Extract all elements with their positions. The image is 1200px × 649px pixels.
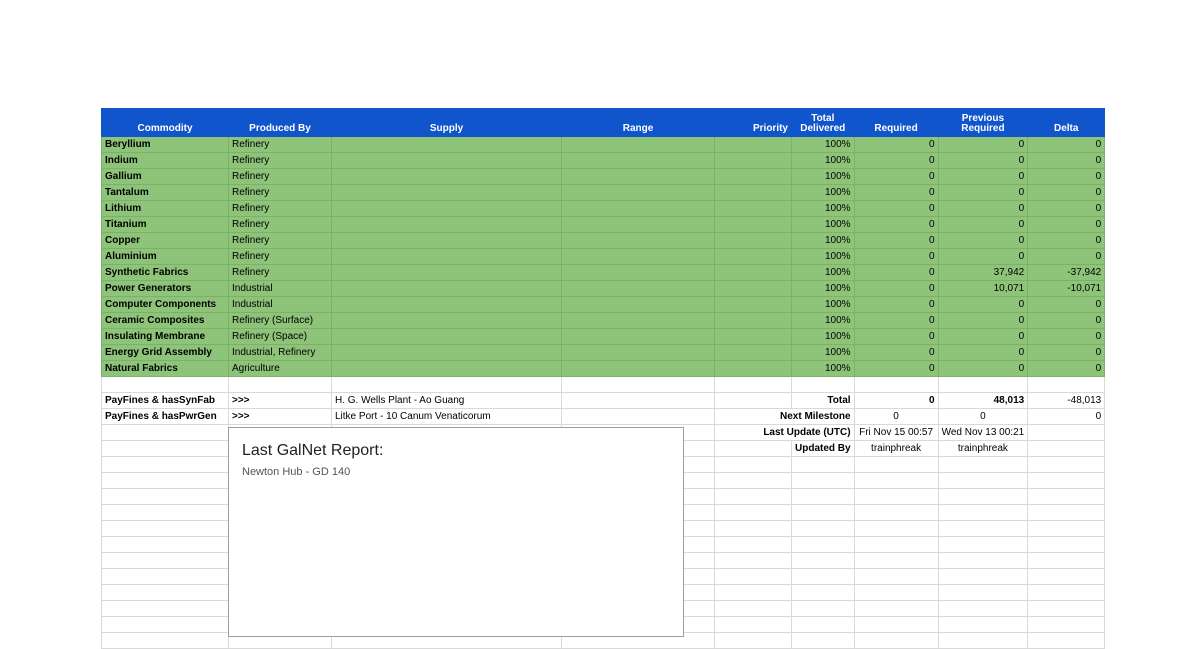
empty-cell[interactable] <box>102 521 229 537</box>
empty-cell[interactable] <box>715 537 792 553</box>
supply-cell[interactable] <box>332 185 562 201</box>
previous-required-cell[interactable]: 0 <box>938 169 1028 185</box>
produced-by-cell[interactable]: Refinery <box>229 153 332 169</box>
header-row <box>102 109 1105 137</box>
priority-cell[interactable] <box>715 153 792 169</box>
payfines-label[interactable]: PayFines & hasPwrGen <box>102 409 229 425</box>
required-cell[interactable]: 0 <box>854 297 938 313</box>
required-cell[interactable]: 0 <box>854 361 938 377</box>
empty-cell[interactable] <box>102 601 229 617</box>
total-delivered-cell[interactable]: 100% <box>792 297 855 313</box>
delta-cell[interactable]: 0 <box>1028 169 1105 185</box>
range-cell[interactable] <box>562 185 715 201</box>
commodity-row <box>102 233 1105 249</box>
delta-cell[interactable]: 0 <box>1028 345 1105 361</box>
milestone-delta[interactable]: 0 <box>1028 409 1105 425</box>
empty-cell[interactable] <box>938 473 1028 489</box>
commodity-cell[interactable]: Gallium <box>102 169 229 185</box>
empty-cell[interactable] <box>1028 505 1105 521</box>
empty-cell[interactable] <box>102 553 229 569</box>
commodity-row <box>102 217 1105 233</box>
delta-cell[interactable]: -10,071 <box>1028 281 1105 297</box>
commodity-row <box>102 201 1105 217</box>
total-delivered-cell[interactable]: 100% <box>792 137 855 153</box>
galnet-title: Last GalNet Report: <box>242 442 384 459</box>
empty-cell[interactable] <box>792 585 855 601</box>
empty-cell[interactable] <box>715 521 792 537</box>
required-cell[interactable]: 0 <box>854 265 938 281</box>
required-cell[interactable]: 0 <box>854 185 938 201</box>
delta-cell[interactable]: 0 <box>1028 201 1105 217</box>
payfines-row <box>102 409 1105 425</box>
required-cell[interactable]: 0 <box>854 201 938 217</box>
produced-by-cell[interactable]: Refinery <box>229 233 332 249</box>
empty-cell[interactable] <box>102 489 229 505</box>
payfines-row <box>102 393 1105 409</box>
empty-cell[interactable] <box>938 457 1028 473</box>
empty-cell[interactable] <box>102 569 229 585</box>
total-delivered-cell[interactable]: 100% <box>792 361 855 377</box>
required-cell[interactable]: 0 <box>854 249 938 265</box>
previous-required-cell[interactable]: 37,942 <box>938 265 1028 281</box>
empty-cell[interactable] <box>1028 601 1105 617</box>
supply-cell[interactable] <box>332 329 562 345</box>
delta-cell[interactable]: 0 <box>1028 185 1105 201</box>
delta-cell[interactable]: 0 <box>1028 361 1105 377</box>
empty-cell[interactable] <box>792 617 855 633</box>
commodity-cell[interactable]: Beryllium <box>102 137 229 153</box>
total-previous[interactable]: 48,013 <box>938 393 1028 409</box>
updated-by-previous[interactable]: trainphreak <box>938 441 1028 457</box>
galnet-subtitle: Newton Hub - GD 140 <box>242 466 351 478</box>
empty-cell[interactable] <box>715 553 792 569</box>
empty-cell[interactable] <box>715 569 792 585</box>
priority-cell[interactable] <box>715 185 792 201</box>
empty-cell[interactable] <box>854 569 938 585</box>
required-cell[interactable]: 0 <box>854 137 938 153</box>
col-header-total-delivered[interactable]: Total Delivered <box>792 109 855 137</box>
total-delivered-cell[interactable]: 100% <box>792 329 855 345</box>
empty-cell[interactable] <box>792 505 855 521</box>
empty-cell[interactable] <box>715 457 792 473</box>
previous-required-cell[interactable]: 0 <box>938 345 1028 361</box>
produced-by-cell[interactable]: Refinery (Surface) <box>229 313 332 329</box>
commodity-cell[interactable]: Lithium <box>102 201 229 217</box>
updated-by-current[interactable]: trainphreak <box>854 441 938 457</box>
commodity-cell[interactable]: Indium <box>102 153 229 169</box>
empty-cell[interactable] <box>1028 473 1105 489</box>
priority-cell[interactable] <box>715 313 792 329</box>
milestone-label[interactable]: Next Milestone <box>715 409 855 425</box>
commodity-cell[interactable]: Power Generators <box>102 281 229 297</box>
required-cell[interactable]: 0 <box>854 345 938 361</box>
empty-cell[interactable] <box>715 585 792 601</box>
col-header-supply[interactable]: Supply <box>332 109 562 137</box>
empty-cell[interactable] <box>715 489 792 505</box>
produced-by-cell[interactable]: Industrial, Refinery <box>229 345 332 361</box>
produced-by-cell[interactable]: Industrial <box>229 281 332 297</box>
previous-required-cell[interactable]: 0 <box>938 313 1028 329</box>
delta-cell[interactable]: 0 <box>1028 137 1105 153</box>
empty-cell[interactable] <box>1028 585 1105 601</box>
last-update-previous[interactable]: Wed Nov 13 00:21 <box>938 425 1028 441</box>
empty-cell[interactable] <box>854 457 938 473</box>
empty-cell[interactable] <box>792 553 855 569</box>
priority-cell[interactable] <box>715 265 792 281</box>
commodity-row <box>102 153 1105 169</box>
commodity-cell[interactable]: Computer Components <box>102 297 229 313</box>
commodity-rows <box>102 137 1105 377</box>
empty-cell[interactable] <box>938 617 1028 633</box>
supply-cell[interactable] <box>332 137 562 153</box>
col-header-commodity[interactable]: Commodity <box>102 109 229 137</box>
empty-cell[interactable] <box>1028 457 1105 473</box>
range-cell[interactable] <box>562 201 715 217</box>
commodity-row <box>102 297 1105 313</box>
empty-cell[interactable] <box>715 601 792 617</box>
commodity-cell[interactable]: Titanium <box>102 217 229 233</box>
payfines-location[interactable]: Litke Port - 10 Canum Venaticorum <box>332 409 562 425</box>
range-cell[interactable] <box>562 137 715 153</box>
supply-cell[interactable] <box>332 249 562 265</box>
range-cell[interactable] <box>562 233 715 249</box>
total-delivered-cell[interactable]: 100% <box>792 313 855 329</box>
previous-required-cell[interactable]: 0 <box>938 185 1028 201</box>
total-delivered-cell[interactable]: 100% <box>792 169 855 185</box>
empty-cell[interactable] <box>854 473 938 489</box>
required-cell[interactable]: 0 <box>854 233 938 249</box>
delta-cell[interactable]: 0 <box>1028 153 1105 169</box>
priority-cell[interactable] <box>715 361 792 377</box>
supply-cell[interactable] <box>332 233 562 249</box>
commodity-row <box>102 361 1105 377</box>
previous-required-cell[interactable]: 0 <box>938 233 1028 249</box>
required-cell[interactable]: 0 <box>854 313 938 329</box>
priority-cell[interactable] <box>715 201 792 217</box>
delta-cell[interactable]: -37,942 <box>1028 265 1105 281</box>
previous-required-cell[interactable]: 0 <box>938 137 1028 153</box>
range-cell[interactable] <box>562 281 715 297</box>
produced-by-cell[interactable]: Refinery <box>229 249 332 265</box>
empty-cell[interactable] <box>938 633 1028 649</box>
priority-cell[interactable] <box>715 329 792 345</box>
produced-by-cell[interactable]: Refinery <box>229 217 332 233</box>
delta-cell[interactable]: 0 <box>1028 233 1105 249</box>
produced-by-cell[interactable]: Industrial <box>229 297 332 313</box>
empty-cell[interactable] <box>102 457 229 473</box>
empty-cell[interactable] <box>1028 537 1105 553</box>
empty-cell[interactable] <box>854 505 938 521</box>
col-header-produced-by[interactable]: Produced By <box>229 109 332 137</box>
range-cell[interactable] <box>562 265 715 281</box>
empty-cell[interactable] <box>938 569 1028 585</box>
empty-cell[interactable] <box>792 473 855 489</box>
produced-by-cell[interactable]: Refinery (Space) <box>229 329 332 345</box>
priority-cell[interactable] <box>715 297 792 313</box>
col-header-previous-required[interactable]: Previous Required <box>938 109 1028 137</box>
range-cell[interactable] <box>562 297 715 313</box>
required-cell[interactable]: 0 <box>854 169 938 185</box>
produced-by-cell[interactable]: Refinery <box>229 185 332 201</box>
empty-cell[interactable] <box>102 617 229 633</box>
total-delivered-cell[interactable]: 100% <box>792 153 855 169</box>
empty-cell[interactable] <box>854 633 938 649</box>
total-delta[interactable]: -48,013 <box>1028 393 1105 409</box>
previous-required-cell[interactable]: 0 <box>938 217 1028 233</box>
required-cell[interactable]: 0 <box>854 281 938 297</box>
produced-by-cell[interactable]: Refinery <box>229 265 332 281</box>
empty-cell[interactable] <box>715 617 792 633</box>
empty-cell[interactable] <box>1028 617 1105 633</box>
commodity-row <box>102 329 1105 345</box>
empty-cell[interactable] <box>792 457 855 473</box>
supply-cell[interactable] <box>332 361 562 377</box>
previous-required-cell[interactable]: 0 <box>938 249 1028 265</box>
empty-cell[interactable] <box>1028 521 1105 537</box>
total-delivered-cell[interactable]: 100% <box>792 249 855 265</box>
empty-cell[interactable] <box>854 617 938 633</box>
previous-required-cell[interactable]: 0 <box>938 201 1028 217</box>
commodity-row <box>102 265 1105 281</box>
total-delivered-cell[interactable]: 100% <box>792 233 855 249</box>
last-update-label[interactable]: Last Update (UTC) <box>715 425 855 441</box>
empty-cell[interactable] <box>938 537 1028 553</box>
priority-cell[interactable] <box>715 169 792 185</box>
priority-cell[interactable] <box>715 249 792 265</box>
empty-cell[interactable] <box>715 473 792 489</box>
previous-required-cell[interactable]: 0 <box>938 153 1028 169</box>
empty-cell[interactable] <box>938 505 1028 521</box>
commodity-cell[interactable]: Ceramic Composites <box>102 313 229 329</box>
commodity-row <box>102 137 1105 153</box>
empty-cell[interactable] <box>854 521 938 537</box>
supply-cell[interactable] <box>332 217 562 233</box>
empty-cell[interactable] <box>938 521 1028 537</box>
previous-required-cell[interactable]: 0 <box>938 361 1028 377</box>
total-delivered-cell[interactable]: 100% <box>792 265 855 281</box>
range-cell[interactable] <box>562 217 715 233</box>
supply-cell[interactable] <box>332 345 562 361</box>
empty-cell[interactable] <box>792 633 855 649</box>
empty-cell[interactable] <box>938 489 1028 505</box>
empty-cell[interactable] <box>792 601 855 617</box>
delta-cell[interactable]: 0 <box>1028 313 1105 329</box>
empty-cell[interactable] <box>1028 489 1105 505</box>
empty-cell[interactable] <box>102 633 229 649</box>
supply-cell[interactable] <box>332 313 562 329</box>
priority-cell[interactable] <box>715 217 792 233</box>
empty-cell[interactable] <box>938 553 1028 569</box>
supply-cell[interactable] <box>332 281 562 297</box>
empty-cell[interactable] <box>102 585 229 601</box>
range-cell[interactable] <box>562 169 715 185</box>
commodity-row <box>102 313 1105 329</box>
supply-cell[interactable] <box>332 297 562 313</box>
empty-cell[interactable] <box>792 489 855 505</box>
required-cell[interactable]: 0 <box>854 217 938 233</box>
empty-cell[interactable] <box>792 569 855 585</box>
total-delivered-cell[interactable]: 100% <box>792 217 855 233</box>
empty-cell[interactable] <box>854 601 938 617</box>
delta-cell[interactable]: 0 <box>1028 297 1105 313</box>
supply-cell[interactable] <box>332 201 562 217</box>
payfines-label[interactable]: PayFines & hasSynFab <box>102 393 229 409</box>
empty-cell[interactable] <box>792 537 855 553</box>
empty-cell[interactable] <box>792 521 855 537</box>
commodity-cell[interactable]: Natural Fabrics <box>102 361 229 377</box>
empty-cell[interactable] <box>1028 569 1105 585</box>
col-header-range[interactable]: Range <box>562 109 715 137</box>
range-cell[interactable] <box>562 249 715 265</box>
col-header-delta[interactable]: Delta <box>1028 109 1105 137</box>
commodity-row <box>102 281 1105 297</box>
delta-cell[interactable]: 0 <box>1028 249 1105 265</box>
priority-cell[interactable] <box>715 137 792 153</box>
commodity-row <box>102 249 1105 265</box>
commodity-cell[interactable]: Copper <box>102 233 229 249</box>
commodity-row <box>102 169 1105 185</box>
updated-by-label[interactable]: Updated By <box>792 441 855 457</box>
supply-cell[interactable] <box>332 153 562 169</box>
previous-required-cell[interactable]: 0 <box>938 297 1028 313</box>
milestone-previous[interactable]: 0 <box>938 409 1028 425</box>
payfines-arrow[interactable]: >>> <box>229 393 332 409</box>
empty-cell[interactable] <box>938 585 1028 601</box>
total-delivered-cell[interactable]: 100% <box>792 281 855 297</box>
commodity-cell[interactable]: Aluminium <box>102 249 229 265</box>
priority-cell[interactable] <box>715 281 792 297</box>
empty-cell[interactable] <box>715 505 792 521</box>
priority-cell[interactable] <box>715 233 792 249</box>
range-cell[interactable] <box>562 345 715 361</box>
previous-required-cell[interactable]: 0 <box>938 329 1028 345</box>
supply-cell[interactable] <box>332 169 562 185</box>
commodity-cell[interactable]: Tantalum <box>102 185 229 201</box>
empty-cell[interactable] <box>854 537 938 553</box>
spacer-row <box>102 377 1105 393</box>
milestone-required[interactable]: 0 <box>854 409 938 425</box>
range-cell[interactable] <box>562 153 715 169</box>
col-header-priority[interactable]: Priority <box>715 109 792 137</box>
col-header-required[interactable]: Required <box>854 109 938 137</box>
produced-by-cell[interactable]: Refinery <box>229 169 332 185</box>
empty-cell[interactable] <box>102 537 229 553</box>
priority-cell[interactable] <box>715 345 792 361</box>
commodity-cell[interactable]: Synthetic Fabrics <box>102 265 229 281</box>
empty-cell[interactable] <box>715 633 792 649</box>
total-delivered-cell[interactable]: 100% <box>792 201 855 217</box>
commodity-cell[interactable]: Energy Grid Assembly <box>102 345 229 361</box>
last-update-current[interactable]: Fri Nov 15 00:57 <box>854 425 938 441</box>
range-cell[interactable] <box>562 361 715 377</box>
empty-cell[interactable] <box>854 553 938 569</box>
payfines-arrow[interactable]: >>> <box>229 409 332 425</box>
empty-cell[interactable] <box>854 585 938 601</box>
previous-required-cell[interactable]: 10,071 <box>938 281 1028 297</box>
delta-cell[interactable]: 0 <box>1028 329 1105 345</box>
total-delivered-cell[interactable]: 100% <box>792 185 855 201</box>
total-required[interactable]: 0 <box>854 393 938 409</box>
empty-cell[interactable] <box>1028 633 1105 649</box>
empty-cell[interactable] <box>938 601 1028 617</box>
empty-cell[interactable] <box>854 489 938 505</box>
commodity-row <box>102 185 1105 201</box>
commodity-row <box>102 345 1105 361</box>
produced-by-cell[interactable]: Refinery <box>229 137 332 153</box>
empty-cell[interactable] <box>102 505 229 521</box>
empty-cell[interactable] <box>1028 553 1105 569</box>
galnet-report-box[interactable] <box>228 427 684 637</box>
required-cell[interactable]: 0 <box>854 153 938 169</box>
required-cell[interactable]: 0 <box>854 329 938 345</box>
total-label[interactable]: Total <box>792 393 855 409</box>
produced-by-cell[interactable]: Refinery <box>229 201 332 217</box>
supply-cell[interactable] <box>332 265 562 281</box>
range-cell[interactable] <box>562 313 715 329</box>
delta-cell[interactable]: 0 <box>1028 217 1105 233</box>
produced-by-cell[interactable]: Agriculture <box>229 361 332 377</box>
empty-cell[interactable] <box>102 473 229 489</box>
total-delivered-cell[interactable]: 100% <box>792 345 855 361</box>
payfines-location[interactable]: H. G. Wells Plant - Ao Guang <box>332 393 562 409</box>
commodity-cell[interactable]: Insulating Membrane <box>102 329 229 345</box>
range-cell[interactable] <box>562 329 715 345</box>
